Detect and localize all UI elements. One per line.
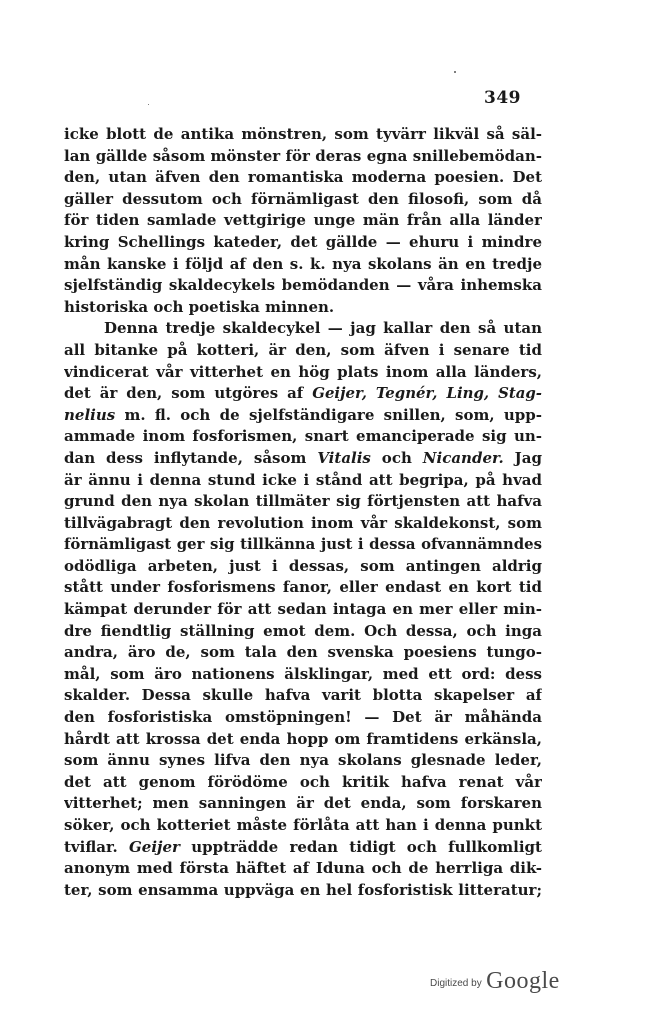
text-line (64, 599, 542, 621)
text-segment: förnämligast ger sig tillkänna just i dessa ofvannämndes (64, 535, 542, 554)
text-segment: kring Schellings kateder, det gällde — ehuru i mindre (64, 232, 542, 251)
text-segment: för tiden samlade vettgirige unge män från alla länder (64, 211, 542, 230)
text-segment: grund den nya skolan tillmäter sig förtjensten att hafva (64, 492, 542, 511)
text-segment: kämpat derunder för att sedan intaga en mer eller min- (64, 600, 542, 619)
text-segment: Denna tredje skaldecykel — jag kallar den så utan (104, 319, 542, 338)
text-line (64, 189, 542, 211)
text-line (64, 426, 542, 448)
text-segment: dre fiendtlig ställning emot dem. Och dessa, och inga (64, 621, 542, 640)
text-segment: vitterhet; men sanningen är det enda, som forskaren (64, 794, 542, 813)
text-line (64, 210, 542, 232)
text-segment: sjelfständig skaldecykels bemödanden — våra inhemska (64, 276, 542, 295)
text-line (64, 232, 542, 254)
text-segment: anonym med första häftet af Iduna och de herrliga dik- (64, 859, 542, 878)
text-line (64, 793, 542, 815)
text-line (64, 318, 542, 340)
text-segment: andra, äro de, som tala den svenska poesiens tungo- (64, 643, 542, 662)
text-line (64, 664, 542, 686)
text-line (64, 880, 542, 902)
text-segment: som ännu synes lifva den nya skolans glesnade leder, (64, 751, 542, 770)
text-segment: den fosforistiska omstöpningen! — Det är måhända (64, 708, 542, 727)
italic-name: nelius (64, 405, 116, 424)
text-segment: den, utan äfven den romantiska moderna poesien. Det (64, 168, 542, 187)
text-segment: det att genom förödöme och kritik hafva renat vår (64, 772, 542, 791)
text-segment: all bitanke på kotteri, är den, som äfven i senare tid (64, 340, 542, 359)
digitized-by-google-watermark (430, 968, 560, 995)
text-line (64, 837, 542, 859)
text-line (64, 707, 542, 729)
italic-name: Nicander. (422, 448, 504, 467)
text-segment: lan gällde såsom mönster för deras egna snillebemödan- (64, 146, 542, 165)
text-segment: icke blott de antika mönstren, som tyvärr likväl så säl- (64, 125, 542, 143)
text-segment: är ännu i denna stund icke i stånd att begripa, på hvad (64, 470, 542, 489)
text-segment: ter, som ensamma uppväga en hel fosforistisk litteratur; (64, 880, 542, 899)
text-line (64, 383, 542, 405)
scan-speck (148, 104, 149, 105)
text-line (64, 685, 542, 707)
text-line (64, 340, 542, 362)
page-number: 349 (484, 88, 521, 108)
text-segment: hårdt att krossa det enda hopp om framtidens erkänsla, (64, 729, 542, 748)
italic-name: Geijer (129, 837, 180, 856)
text-segment: m. fl. och de sjelfständigare snillen, som, upp- (115, 405, 542, 424)
text-line (64, 858, 542, 880)
body-text (64, 124, 542, 901)
text-segment: mån kanske i följd af den s. k. nya skolans än en tredje (64, 254, 542, 273)
text-line (64, 534, 542, 556)
text-line (64, 405, 542, 427)
text-segment: stått under fosforismens fanor, eller endast en kort tid (64, 578, 542, 597)
text-line (64, 297, 542, 319)
text-line (64, 556, 542, 578)
text-line (64, 146, 542, 168)
text-segment: Jag (503, 448, 542, 467)
text-segment: historiska och poetiska minnen. (64, 297, 335, 316)
text-line (64, 577, 542, 599)
text-line (64, 254, 542, 276)
italic-name: Geijer, Tegnér, Ling, Stag- (312, 384, 542, 403)
text-line (64, 124, 542, 146)
text-line (64, 362, 542, 384)
scan-speck (454, 71, 456, 73)
google-logo: Google (486, 968, 560, 994)
text-line (64, 275, 542, 297)
text-line (64, 167, 542, 189)
text-line (64, 448, 542, 470)
text-line (64, 642, 542, 664)
text-segment: gäller dessutom och förnämligast den filosofi, som då (64, 189, 542, 208)
text-segment: tviflar. (64, 837, 129, 856)
text-line (64, 815, 542, 837)
text-segment: tillvägabragt den revolution inom vår skaldekonst, som (64, 513, 542, 532)
text-line (64, 513, 542, 535)
text-line (64, 621, 542, 643)
text-line (64, 729, 542, 751)
text-segment: vindicerat vår vitterhet en hög plats inom alla länders, (64, 362, 542, 381)
text-segment: ammade inom fosforismen, snart emanciperade sig un- (64, 427, 542, 446)
text-segment: dan dess inflytande, såsom (64, 448, 318, 467)
text-line (64, 470, 542, 492)
text-segment: odödliga arbeten, just i dessas, som antingen aldrig (64, 556, 542, 575)
italic-name: Vitalis (317, 448, 371, 467)
text-segment: skalder. Dessa skulle hafva varit blotta skapelser af (64, 686, 542, 705)
text-segment: söker, och kotteriet måste förlåta att han i denna punkt (64, 816, 542, 834)
text-line (64, 750, 542, 772)
text-line (64, 772, 542, 794)
watermark-prefix: Digitized by (430, 978, 482, 989)
text-segment: mål, som äro nationens älsklingar, med ett ord: dess (64, 664, 542, 683)
text-line (64, 491, 542, 513)
text-segment: uppträdde redan tidigt och fullkomligt (179, 837, 542, 856)
text-segment: det är den, som utgöres af (64, 384, 313, 403)
text-segment: och (370, 448, 423, 467)
